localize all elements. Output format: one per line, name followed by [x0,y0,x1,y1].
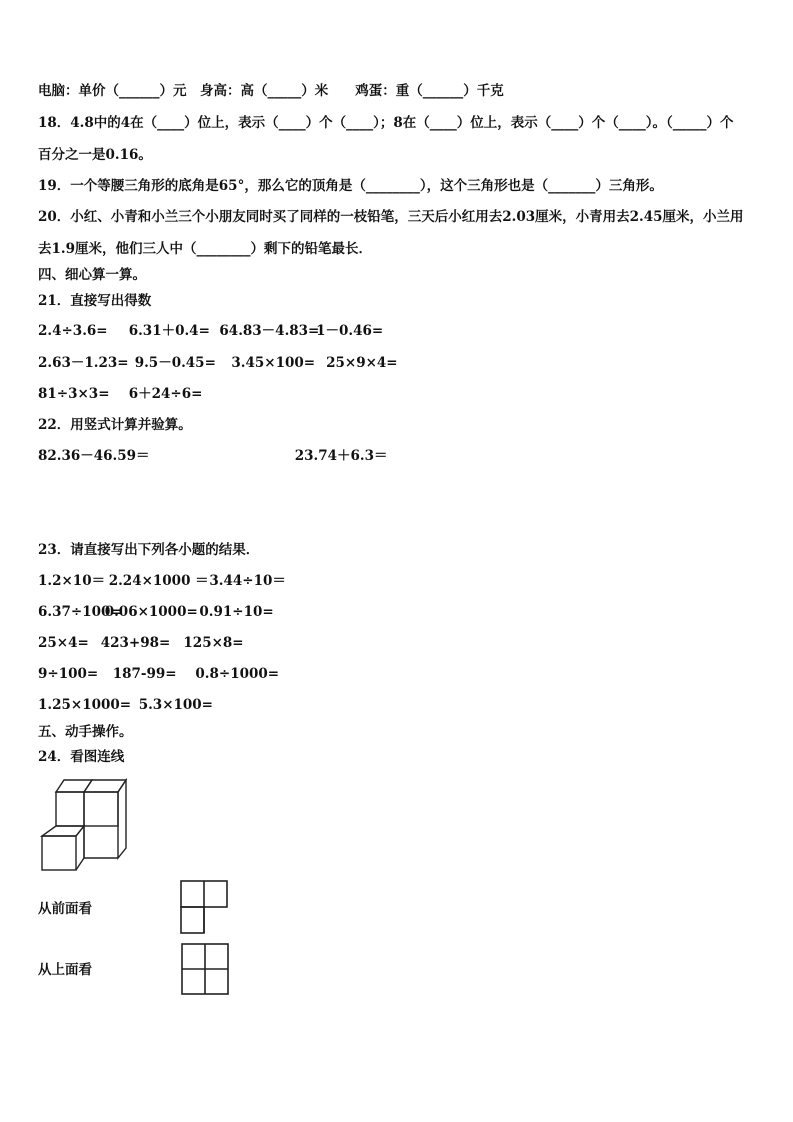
q23-item: 6.37÷100= [38,604,122,620]
q22-row [38,447,387,465]
q22-left: 82.36－46.59＝ [38,448,150,464]
q22-right: 23.74＋6.3＝ [294,448,388,464]
top-view-shape [180,942,232,998]
q23-title: 23．请直接写出下列各小题的结果． [38,542,260,558]
q23-item: 0.8÷1000= [195,666,280,682]
q17-line: 电脑：单价（______）元 身高：高（_____）米 鸡蛋：重（______）千克 [38,83,504,99]
q23-row-3 [38,634,244,652]
q23-item: 1.2×10＝ [38,573,106,589]
q21-row-1 [38,322,383,340]
q23-item: 1.25×1000= [38,697,132,713]
q18-line1: 18．4.8中的4在（____）位上，表示（____）个（____）；8在（____）位上，表示（____）个（____）。（_____）个 [38,115,734,131]
section-5-heading: 五、动手操作。 [38,724,133,740]
q19: 19．一个等腰三角形的底角是65°，那么它的顶角是（________），这个三角形也是（_______）三角形。 [38,178,663,194]
q23-item: 3.44÷10＝ [209,573,286,589]
q21-item: 64.83－4.83= [219,323,320,339]
front-view-shape [180,880,230,936]
q21-item: 3.45×100= [231,355,316,371]
q21-item: 2.63－1.23= [38,355,129,371]
q21-item: 25×9×4= [326,355,398,371]
q23-row-1 [38,572,286,590]
q23-row-5 [38,696,213,714]
top-view-label: 从上面看 [38,962,92,978]
q20-line2: 去1.9厘米，他们三人中（________）剩下的铅笔最长． [38,241,372,257]
q23-item: 2.24×1000 ＝ [108,573,209,589]
q21-item: 81÷3×3= [38,386,110,402]
q23-item: 125×8= [183,635,244,651]
cube-stack-figure [36,776,132,874]
q23-item: 9÷100= [38,666,99,682]
q23-item: 423+98= [100,635,171,651]
q23-item: 25×4= [38,635,89,651]
q22-title: 22．用竖式计算并验算。 [38,417,192,433]
q23-item: 0.06×1000= [104,604,198,620]
q21-item: 6.31＋0.4= [128,323,210,339]
q23-item: 187-99= [112,666,177,682]
q21-title: 21．直接写出得数 [38,293,152,309]
q21-row-3 [38,385,202,403]
q21-row-2 [38,354,398,372]
q23-item: 0.91÷10= [199,604,274,620]
front-view-label: 从前面看 [38,901,92,917]
q18-line2: 百分之一是0.16。 [38,147,152,163]
q21-item: 2.4÷3.6= [38,323,108,339]
q23-item: 5.3×100= [138,697,213,713]
q21-item: 1－0.46= [316,323,384,339]
q23-row-2 [38,603,274,621]
q23-row-4 [38,665,279,683]
q21-item: 9.5－0.45= [134,355,216,371]
q21-item: 6＋24÷6= [128,386,203,402]
q20-line1: 20．小红、小青和小兰三个小朋友同时买了同样的一枝铅笔，三天后小红用去2.03厘米，小青用去2.45厘米，小兰用 [38,209,744,225]
section-4-heading: 四、细心算一算。 [38,267,146,283]
q24-title: 24．看图连线 [38,749,125,765]
